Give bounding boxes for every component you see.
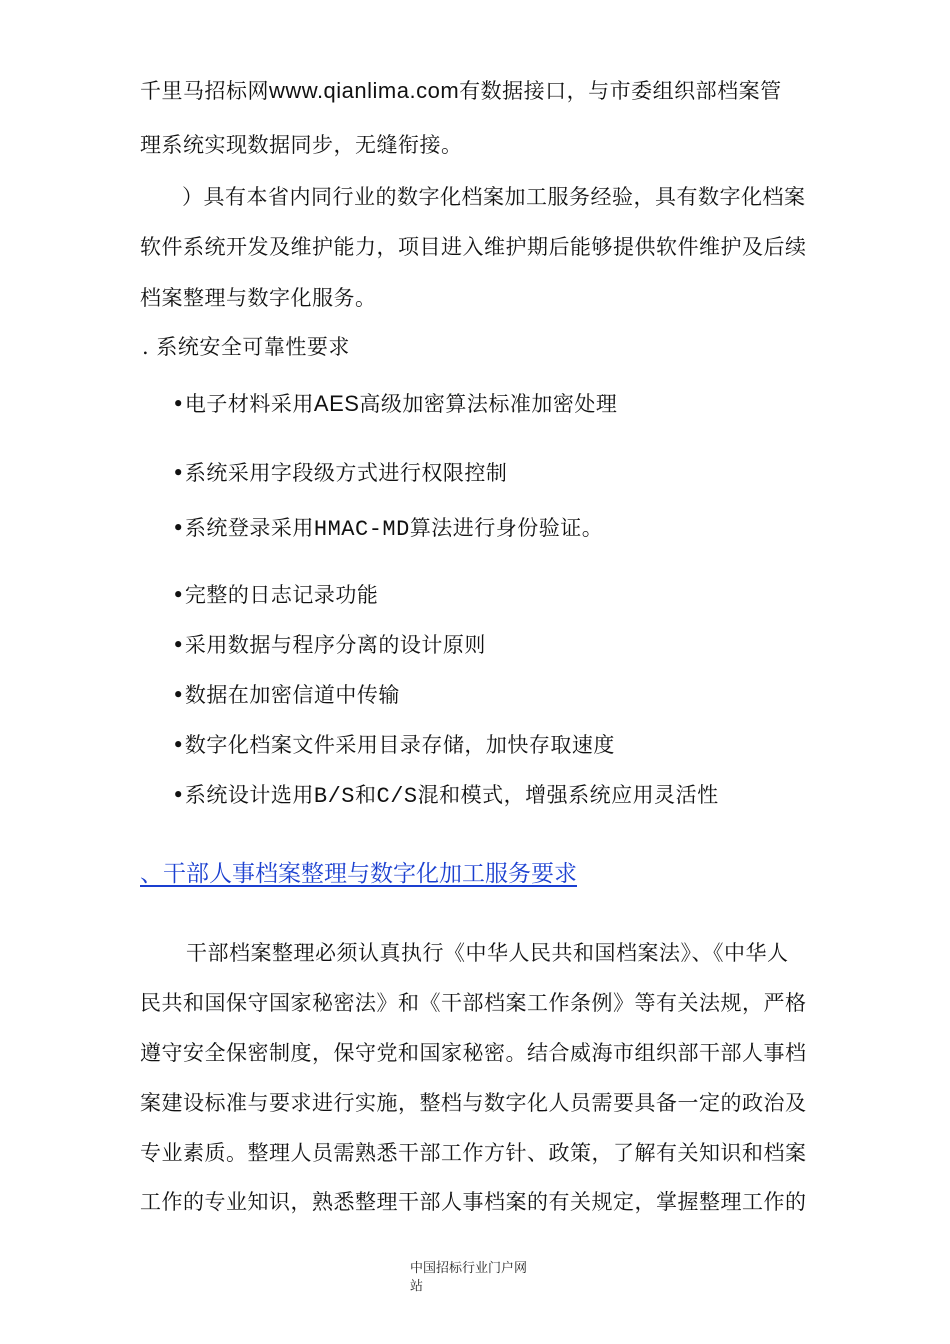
security-bullet	[172, 629, 486, 659]
intro-line-1-suffix: 有数据接口，与市委组织部档案管	[459, 79, 782, 103]
body-line: 干部档案整理必须认真执行《中华人民共和国档案法》、《中华人	[186, 941, 789, 965]
bullet-text: •电子材料采用	[172, 392, 314, 416]
body-line: 工作的专业知识，熟悉整理干部人事档案的有关规定，掌握整理工作的	[140, 1190, 807, 1214]
security-section-title: . 系统安全可靠性要求	[142, 335, 350, 359]
body-line: 案建设标准与要求进行实施，整档与数字化人员需要具备一定的政治及	[140, 1091, 807, 1115]
security-bullet	[172, 779, 719, 809]
intro-url: www.qianlima.com	[269, 78, 460, 103]
security-bullet	[172, 457, 507, 487]
bullet-code: AES	[313, 391, 360, 416]
bullet-text: 高级加密算法标准加密处理	[359, 392, 618, 416]
bullet-text: 和	[355, 783, 377, 807]
footer-line-1: 中国招标行业门户网	[410, 1261, 528, 1276]
bullet-text: •数据在加密信道中传输	[172, 683, 400, 707]
experience-line-2: 软件系统开发及维护能力，项目进入维护期后能够提供软件维护及后续	[140, 235, 807, 259]
bullet-text: •系统设计选用	[172, 783, 314, 807]
bullet-text: •完整的日志记录功能	[172, 583, 379, 607]
bullet-text: •数字化档案文件采用目录存储，加快存取速度	[172, 733, 615, 757]
body-line: 遵守安全保密制度，保守党和国家秘密。结合威海市组织部干部人事档	[140, 1041, 807, 1065]
intro-line-2: 理系统实现数据同步，无缝衔接。	[140, 133, 463, 157]
bullet-text: 算法进行身份验证。	[409, 516, 604, 540]
section-heading-link[interactable]: 、干部人事档案整理与数字化加工服务要求	[140, 861, 577, 887]
bullet-text: •采用数据与程序分离的设计原则	[172, 633, 486, 657]
intro-site-name: 千里马招标网	[140, 79, 269, 103]
bullet-code: B/S	[313, 784, 355, 809]
bullet-code: HMAC-MD	[313, 517, 410, 542]
bullet-text: 混和模式，增强系统应用灵活性	[417, 783, 719, 807]
bullet-code: C/S	[376, 784, 418, 809]
security-bullet	[172, 512, 603, 542]
footer-line-2: 站	[410, 1279, 424, 1294]
security-bullet	[172, 679, 400, 709]
bullet-text: •系统登录采用	[172, 516, 314, 540]
intro-line-1	[140, 75, 782, 105]
security-bullet	[172, 579, 378, 609]
bullet-text: •系统采用字段级方式进行权限控制	[172, 461, 508, 485]
experience-line-3: 档案整理与数字化服务。	[140, 286, 377, 310]
security-bullet	[172, 388, 617, 418]
body-line: 专业素质。整理人员需熟悉干部工作方针、政策，了解有关知识和档案	[140, 1141, 807, 1165]
experience-line-1: ）具有本省内同行业的数字化档案加工服务经验，具有数字化档案	[182, 185, 806, 209]
security-bullet	[172, 729, 615, 759]
body-line: 民共和国保守国家秘密法》和《干部档案工作条例》等有关法规，严格	[140, 991, 807, 1015]
